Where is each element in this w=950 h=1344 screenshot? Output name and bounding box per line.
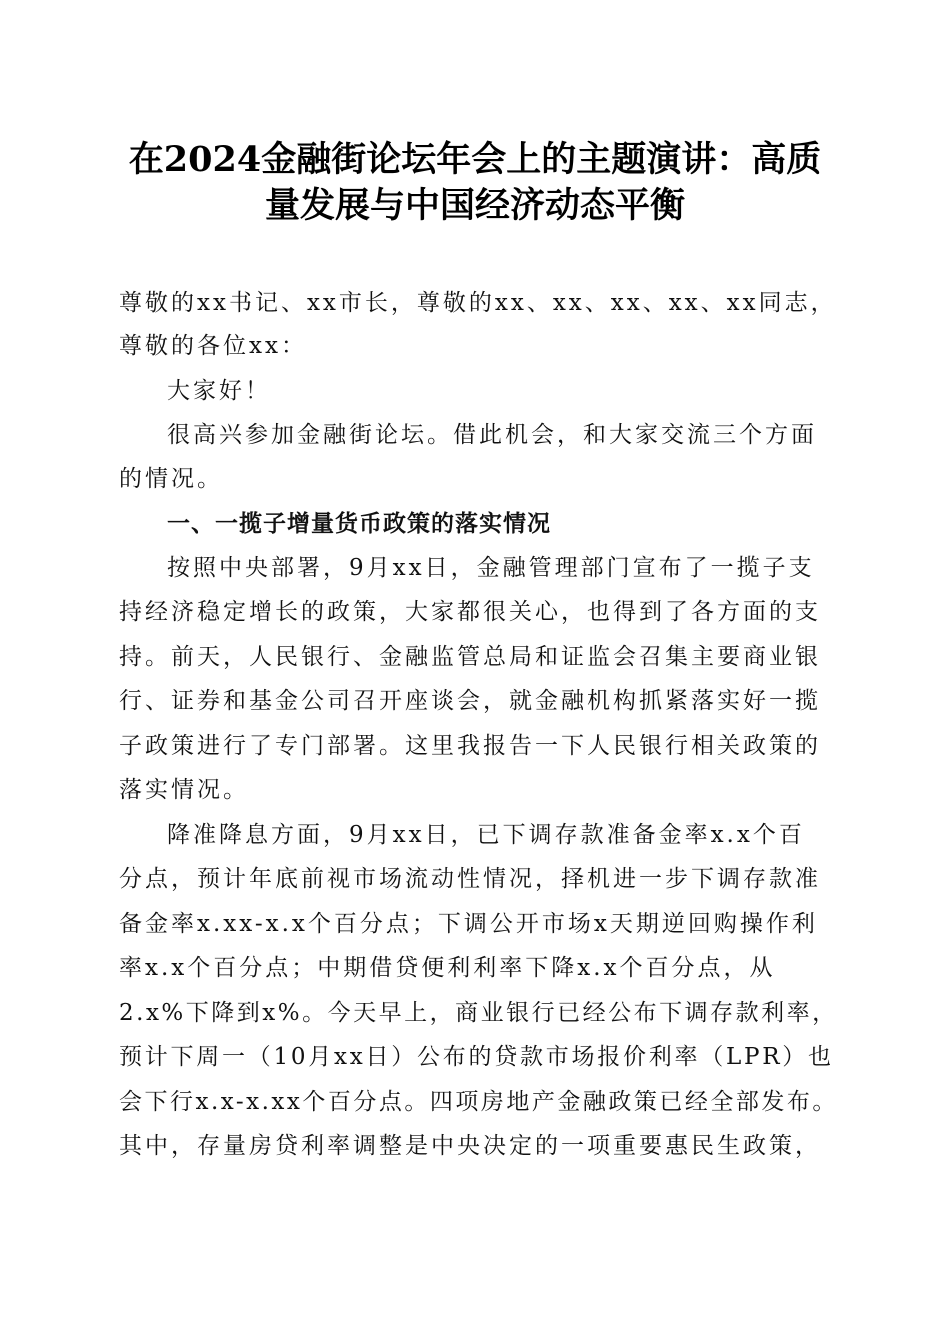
para2-line-7: 会下行x.x-x.xx个百分点。四项房地产金融政策已经全部发布。 bbox=[119, 1089, 838, 1115]
para2-line-3: 备金率x.xx-x.x个百分点；下调公开市场x天期逆回购操作利 bbox=[119, 911, 818, 937]
document-title-line-1: 在2024金融街论坛年会上的主题演讲：高质 bbox=[128, 139, 822, 180]
para2-line-4: 率x.x个百分点；中期借贷便利利率下降x.x个百分点，从 bbox=[119, 955, 776, 981]
para1-line-3: 持。前天，人民银行、金融监管总局和证监会召集主要商业银 bbox=[119, 644, 821, 670]
document-title-line-2: 量发展与中国经济动态平衡 bbox=[264, 185, 685, 226]
para2-line-6: 预计下周一（10月xx日）公布的贷款市场报价利率（LPR）也 bbox=[119, 1044, 834, 1070]
salutation-line-2: 尊敬的各位xx： bbox=[119, 333, 307, 359]
para1-line-2: 持经济稳定增长的政策，大家都很关心，也得到了各方面的支 bbox=[119, 599, 821, 625]
para2-line-1: 降准降息方面，9月xx日，已下调存款准备金率x.x个百 bbox=[167, 822, 805, 848]
para1-line-1: 按照中央部署，9月xx日，金融管理部门宣布了一揽子支 bbox=[167, 555, 815, 581]
greeting: 大家好！ bbox=[167, 378, 271, 404]
para2-line-8: 其中，存量房贷利率调整是中央决定的一项重要惠民生政策， bbox=[119, 1133, 821, 1159]
intro-line-2: 的情况。 bbox=[119, 466, 223, 492]
para1-line-4: 行、证券和基金公司召开座谈会，就金融机构抓紧落实好一揽 bbox=[119, 688, 821, 714]
para2-line-5: 2.x%下降到x%。今天早上，商业银行已经公布下调存款利率， bbox=[119, 1000, 838, 1026]
para1-line-6: 落实情况。 bbox=[119, 777, 249, 803]
section-heading-1: 一、一揽子增量货币政策的落实情况 bbox=[167, 511, 551, 537]
salutation-line-1: 尊敬的xx书记、xx市长，尊敬的xx、xx、xx、xx、xx同志， bbox=[119, 290, 837, 316]
para2-line-2: 分点，预计年底前视市场流动性情况，择机进一步下调存款准 bbox=[119, 866, 821, 892]
intro-line-1: 很高兴参加金融街论坛。借此机会，和大家交流三个方面 bbox=[167, 422, 817, 448]
para1-line-5: 子政策进行了专门部署。这里我报告一下人民银行相关政策的 bbox=[119, 733, 821, 759]
